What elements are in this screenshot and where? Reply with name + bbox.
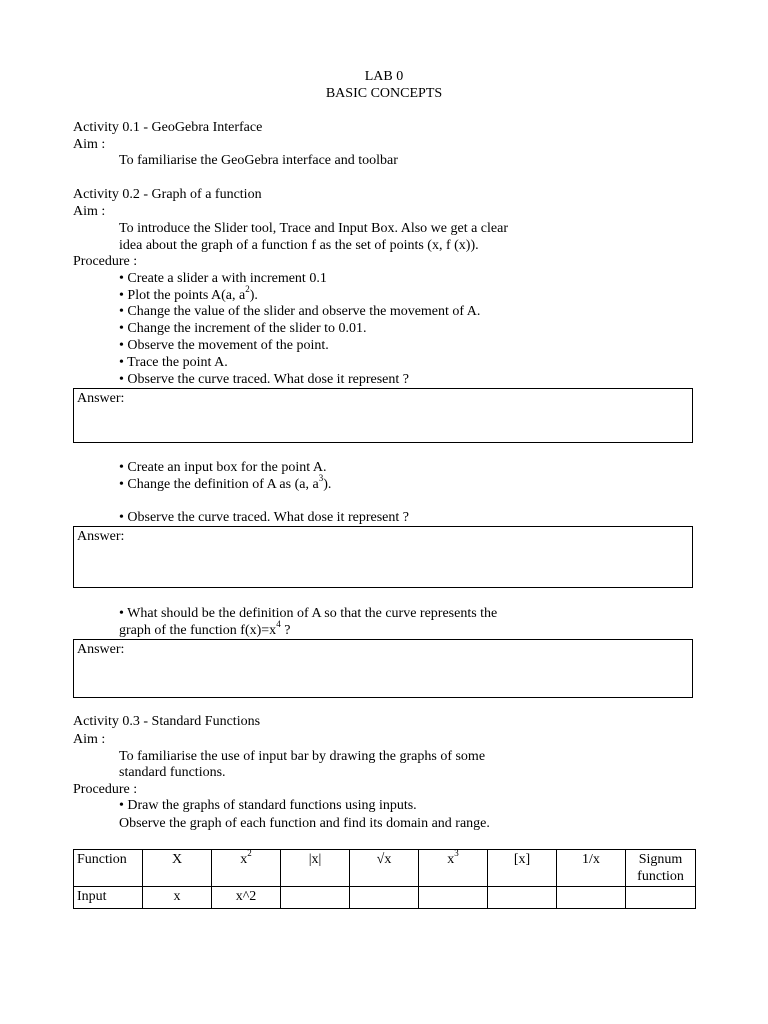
procedure-step: • Trace the point A. [119,355,228,370]
procedure-step: • Change the value of the slider and observe the movement of A. [119,304,481,319]
procedure-step: • Change the increment of the slider to 0.01. [119,321,367,336]
table-cell[interactable] [557,887,626,909]
activity-2-aim-line2: idea about the graph of a function f as the set of points (x, f (x)). [119,238,479,253]
procedure-step: • Draw the graphs of standard functions using inputs. [119,798,417,813]
table-cell: Function [74,850,143,887]
table-cell: |x| [281,850,350,887]
table-cell[interactable] [350,887,419,909]
table-cell: $x^2$ [212,850,281,887]
procedure-step: • Plot the points A(a, $a^2$). [119,284,258,303]
activity-3-aim-line2: standard functions. [119,765,226,780]
page-title: BASIC CONCEPTS [325,86,443,101]
procedure-step: • Observe the movement of the point. [119,338,329,353]
table-cell: X [143,850,212,887]
table-cell: x^2 [212,887,281,909]
table-cell[interactable] [419,887,488,909]
answer-box-3[interactable] [73,639,693,698]
procedure-step: • Create an input box for the point A. [119,460,327,475]
table-cell: x [143,887,212,909]
answer-label: Answer: [77,642,125,657]
procedure-step: • Observe the curve traced. What dose it represent ? [119,510,409,525]
activity-1-aim-label: Aim : [73,137,106,152]
answer-box-2[interactable] [73,526,693,588]
activity-2-title: Activity 0.2 - Graph of a function [73,187,262,202]
activity-2-procedure-label: Procedure : [73,254,138,269]
procedure-step: • Create a slider a with increment 0.1 [119,271,327,286]
table-cell: √x [350,850,419,887]
table-cell: Input [74,887,143,909]
activity-2-aim-label: Aim : [73,204,106,219]
procedure-step: Observe the graph of each function and find its domain and range. [119,816,490,831]
activity-3-title: Activity 0.3 - Standard Functions [73,714,261,729]
question-line: graph of the function $f(x)=x^4$ ? [119,619,291,638]
table-cell[interactable] [626,887,696,909]
functions-table [73,849,696,909]
activity-2-aim-line1: To introduce the Slider tool, Trace and Input Box. Also we get a clear [119,221,508,236]
table-cell: [x] [488,850,557,887]
table-cell[interactable] [488,887,557,909]
question-line: • What should be the definition of A so that the curve represents the [119,606,498,621]
activity-3-aim-line1: To familiarise the use of input bar by drawing the graphs of some [119,749,486,764]
lab-number: LAB 0 [364,69,404,84]
table-cell: Signum function [626,850,696,887]
table-row [74,850,696,887]
table-row [74,887,696,909]
answer-label: Answer: [77,391,125,406]
activity-3-procedure-label: Procedure : [73,782,138,797]
procedure-step: • Change the definition of A as (a, $a^3$). [119,473,332,492]
table-cell[interactable] [281,887,350,909]
answer-box-1[interactable] [73,388,693,443]
activity-1-title: Activity 0.1 - GeoGebra Interface [73,120,263,135]
table-cell: 1/x [557,850,626,887]
table-cell: $x^3$ [419,850,488,887]
procedure-step: • Observe the curve traced. What dose it represent ? [119,372,409,387]
activity-1-aim: To familiarise the GeoGebra interface and toolbar [119,153,398,168]
activity-3-aim-label: Aim : [73,732,106,747]
answer-label: Answer: [77,529,125,544]
